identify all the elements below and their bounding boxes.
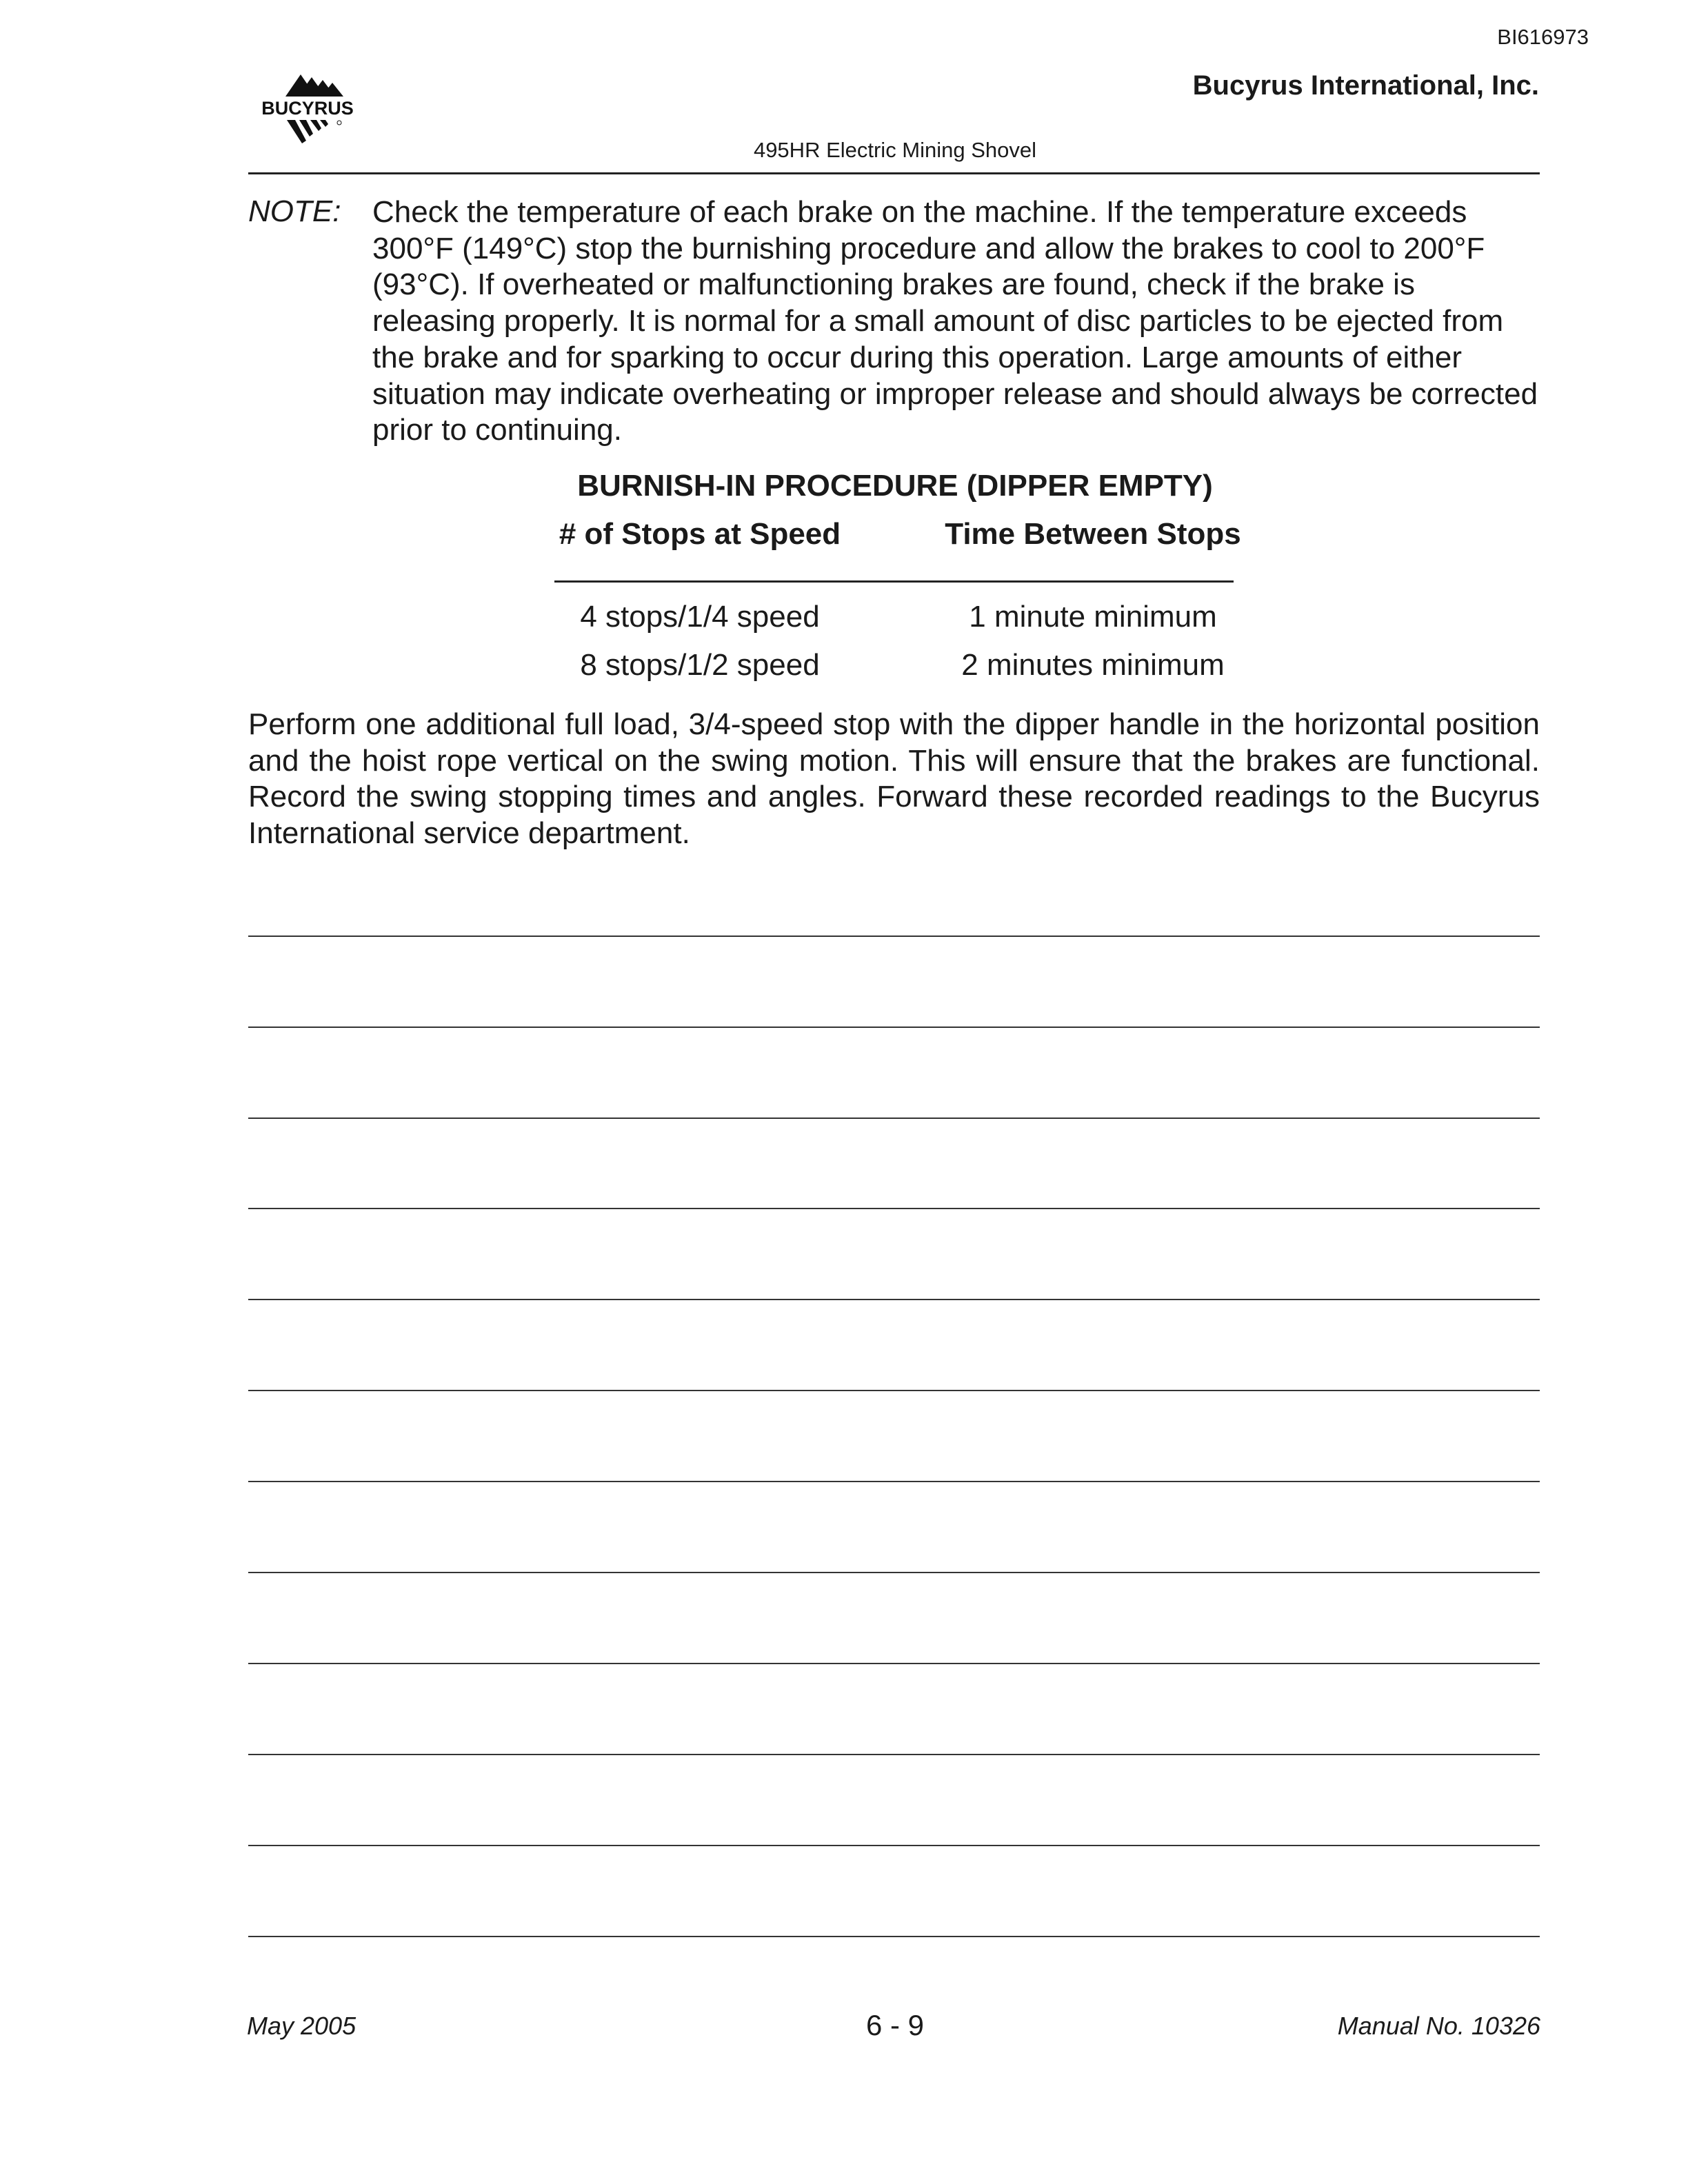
note-text: Check the temperature of each brake on the machine. If the temperature exceeds 300°F (149°C) stop the burnishing procedure and allow the brakes to cool to 200°F (93°C). If overheated or malfunctioning brakes are found, check if the brake is releasing properly. It is normal for a small amount of disc particles to be ejected from the brake and for sparking to occur during this operation. Large amounts of either situation may indicate overheating or improper release and should always be corrected prior to continuing. bbox=[372, 195, 1538, 447]
notes-line bbox=[248, 1481, 1540, 1482]
manual-number: Manual No. 10326 bbox=[1337, 2012, 1540, 2040]
notes-line bbox=[248, 1754, 1540, 1755]
notes-line bbox=[248, 1936, 1540, 1937]
table-cell: 1 minute minimum bbox=[969, 600, 1217, 634]
notes-line bbox=[248, 1845, 1540, 1846]
document-id: BI616973 bbox=[1497, 25, 1589, 49]
logo-wordmark: BUCYRUS bbox=[261, 98, 354, 119]
page-number: 6 - 9 bbox=[865, 2009, 925, 2041]
notes-line bbox=[248, 1572, 1540, 1573]
table-header-time: Time Between Stops bbox=[945, 517, 1241, 551]
header-divider bbox=[248, 172, 1540, 174]
notes-line bbox=[248, 1208, 1540, 1209]
document-subtitle: 495HR Electric Mining Shovel bbox=[753, 138, 1037, 162]
footer-date: May 2005 bbox=[247, 2012, 356, 2040]
table-cell: 4 stops/1/4 speed bbox=[580, 600, 820, 634]
note-label: NOTE: bbox=[248, 194, 341, 228]
table-title: BURNISH-IN PROCEDURE (DIPPER EMPTY) bbox=[577, 469, 1213, 503]
table-cell: 2 minutes minimum bbox=[961, 648, 1225, 682]
company-name: Bucyrus International, Inc. bbox=[1192, 70, 1539, 101]
table-divider bbox=[554, 580, 1234, 583]
body-paragraph: Perform one additional full load, 3/4-speed stop with the dipper handle in the horizontal position and the hoist rope vertical on the swing motion. This will ensure that the brakes are functional. Record the swing stopping times and angles. Forward these recorded readings to the Bucyrus International service department. bbox=[248, 707, 1540, 851]
notes-line bbox=[248, 1027, 1540, 1028]
table-header-stops: # of Stops at Speed bbox=[559, 517, 841, 551]
notes-line bbox=[248, 1390, 1540, 1391]
notes-line bbox=[248, 936, 1540, 937]
notes-line bbox=[248, 1663, 1540, 1664]
notes-line bbox=[248, 1299, 1540, 1300]
notes-line bbox=[248, 1118, 1540, 1119]
table-cell: 8 stops/1/2 speed bbox=[580, 648, 820, 682]
